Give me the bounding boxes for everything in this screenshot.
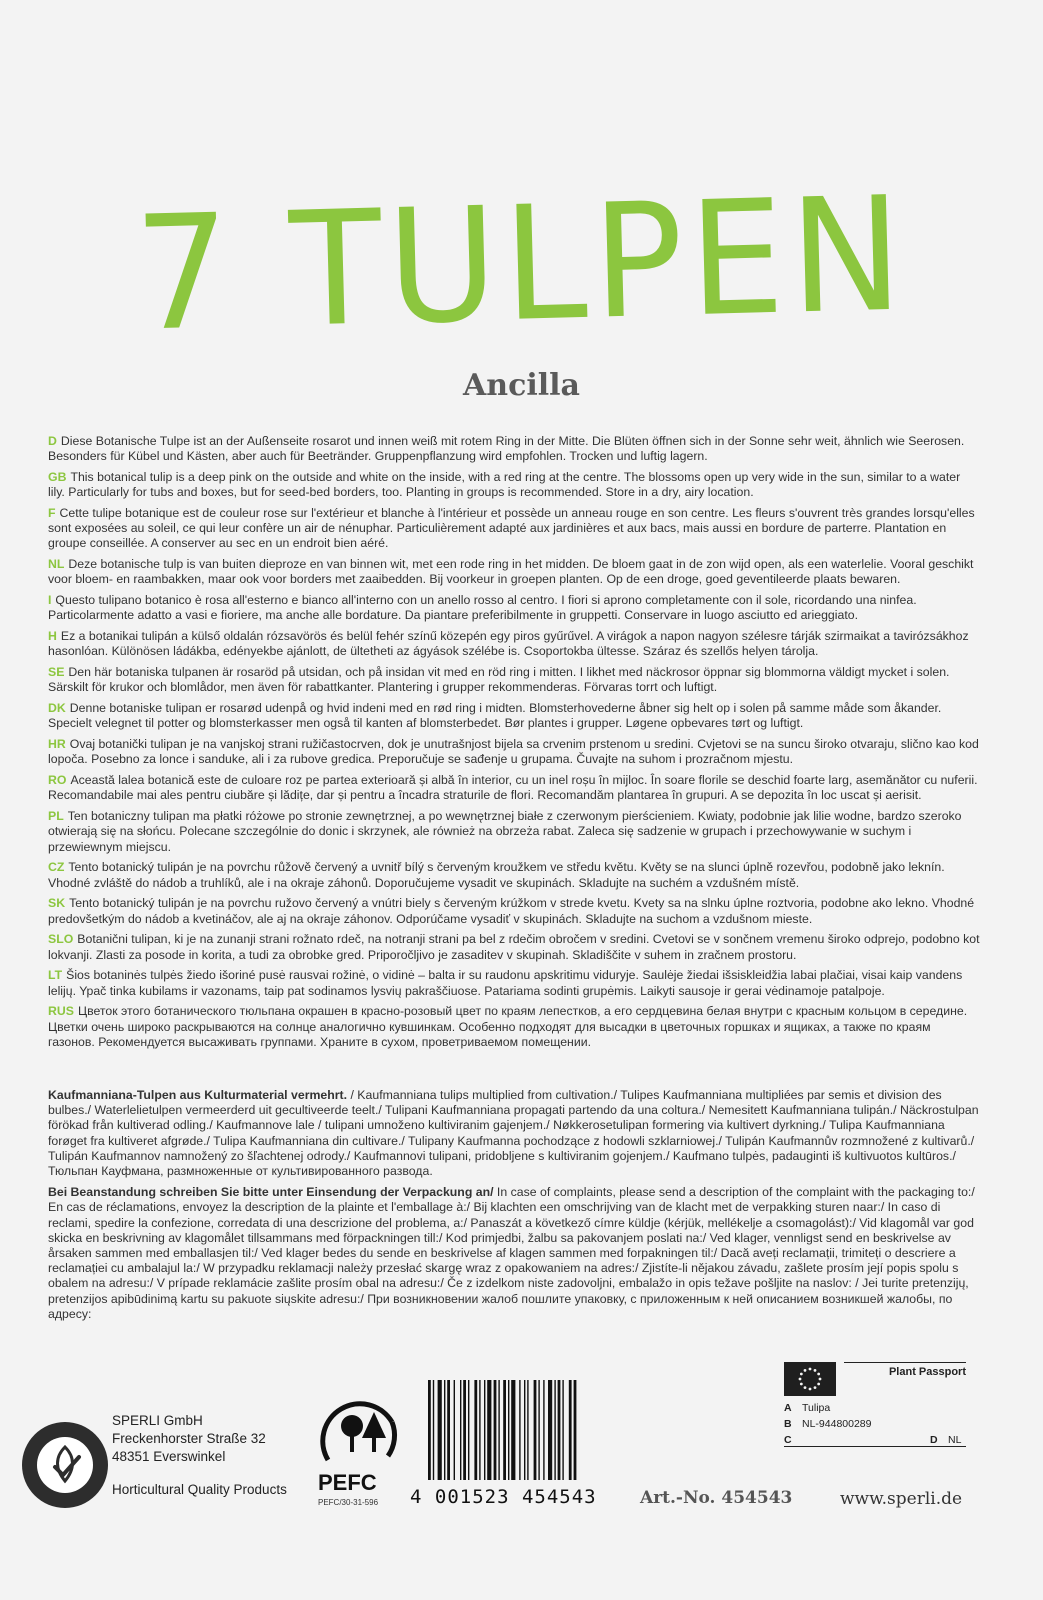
passport-row-b: B NL-944800289 bbox=[784, 1418, 872, 1430]
passport-row-c: C bbox=[784, 1434, 792, 1446]
cultivation-note bbox=[48, 1088, 980, 1179]
description-text: Цветок этого ботанического тюльпана окрашен в красно-розовый цвет по краям лепестков, а его сердцевина белая внутри с красным кольцом в середине. Цветки очень широко раскрываются на солнце аналогично кувшинкам. Особенно подходят для высадки в цветочных горшках и ящиках, а также по краям газонов. Рекомендуется высаживать группами. Храните в сухом, проветриваемом помещении. bbox=[48, 1004, 968, 1049]
description-text: Denne botaniske tulipan er rosarød udenpå og hvid indeni med en rød ring i midten. Blomsterhovederne åbner sig helt op i solen på samme måde som åkander. Specielt velegnet til potter og blomsterkasser men også til kanten af blomsterbedet. Bør plantes i grupper. Løgene opbevares tørt og luftigt. bbox=[48, 701, 942, 731]
legal-notes bbox=[48, 1088, 980, 1328]
plant-passport bbox=[784, 1358, 966, 1458]
description-f bbox=[48, 506, 980, 552]
language-code: H bbox=[48, 629, 57, 644]
seal-inner bbox=[37, 1437, 93, 1493]
description-text: Ez a botanikai tulipán a külső oldalán rózsavörös és belül fehér színű közepén egy piros gyűrűvel. A virágok a napon nagyon szélesre tárják szirmaikat a tavirózsákhoz hasonlóan. Különösen ládákba, edényekbe ajánlott, de ültetheti az ágyások szélébe is. Csoportokba ültesse. Száraz és szellős helyen tárolja. bbox=[48, 629, 969, 659]
passport-bottom-line bbox=[784, 1446, 966, 1447]
company-name: SPERLI GmbH bbox=[112, 1413, 203, 1428]
passport-row-a: A Tulipa bbox=[784, 1402, 831, 1414]
sustainable-supplier-seal bbox=[22, 1422, 108, 1508]
language-code: CZ bbox=[48, 860, 65, 875]
description-sk bbox=[48, 896, 980, 926]
language-code: LT bbox=[48, 968, 63, 983]
language-code: SE bbox=[48, 665, 65, 680]
description-text: Ten botaniczny tulipan ma płatki różowe po stronie zewnętrznej, a po wewnętrznej białe z czerwonym pierścieniem. Kwiaty, podobnie jak lilie wodne, bardzo szeroko otwierają się na słońcu. Polecane szczególnie do donic i skrzynek, ale również na obrzeża rabat. Zaleca się sadzenie w grupach i przechowywanie w suchym i przewiewnym miejscu. bbox=[48, 809, 962, 854]
description-hr bbox=[48, 737, 980, 767]
description-d bbox=[48, 434, 980, 464]
description-nl bbox=[48, 557, 980, 587]
company-city: 48351 Everswinkel bbox=[112, 1449, 226, 1464]
passport-divider bbox=[844, 1362, 966, 1363]
description-text: Ovaj botanički tulipan je na vanjskoj strani ružičastocrven, dok je unutrašnjost bijela sa crvenim prstenom u sredini. Cvjetovi se na suncu široko otvaraju, slično kao kod lopoča. Posebno za lonce i sanduke, ali i za rubove gredica. Preporučuje se sađenje u grupama. Čuvajte na suhom i prozračnom mjestu. bbox=[48, 737, 979, 767]
description-pl bbox=[48, 809, 980, 855]
description-lt bbox=[48, 968, 980, 998]
description-text: Tento botanický tulipán je na povrchu růžově červený a uvnitř bílý s červeným kroužkem ve středu květu. Květy se na slunci úplně rozevřou, podobně jako leknín. Vhodné zvláště do nádob a truhlíků, ale i na okraje záhonů. Doporučujeme vysadit ve skupinách. Skladujte na suchém a vzdušném místě. bbox=[48, 860, 945, 890]
note-text: In case of complaints, please send a description of the complaint with the packaging to:/ En cas de réclamations, envoyez la description de la plainte et l'emballage à:/ Bij klachten een omschrijving van de klacht met de verpakking sturen naar:/ In caso di reclami, spedire la confezione, corredata di una descrizione del problema, a:/ Panaszát a következő címre küldje (kérjük, mellékelje a csomagolást):/ Vid klagomål var god skicka en beskrivning av klagomålet tillsammans med förpackningen till:/ Kod primjedbi, žalbu sa pakovanjem poslati na:/ Ved klager, vennligst send en beskrivelse av årsaken sammen med emballasjen til:/ Ved klager bedes du sende en beskrivelse af klagen sammen med forpakningen til:/ Dacă aveți reclamații, trimiteți o descriere a reclamației cu ambalajul la:/ W przypadku reklamacji należy przesłać skargę wraz z opakowaniem na adres:/ Zjistíte-li nějakou závadu, zašlete prosím její popis spolu s obalem na adresu:/ V prípade reklamácie zašlite prosím obal na adresu:/ Če z izdelkom niste zadovoljni, embalažo in opis težave pošljite na naslov: / Jei turite pretenzijų, pretenzijos apibūdinimą kartu su pakuote siųskite adresu:/ При возникновении жалоб пошлите упаковку, с приложенным к ней описанием возникшей жалобы, по адресу: bbox=[48, 1185, 975, 1321]
language-code: SLO bbox=[48, 932, 74, 947]
pefc-tree-logo-icon bbox=[318, 1398, 402, 1468]
description-h bbox=[48, 629, 980, 659]
language-code: D bbox=[48, 434, 57, 448]
note-text: / Kaufmanniana tulips multiplied from cultivation./ Tulipes Kaufmanniana multipliées par semis et division des bulbes./ Waterlelietulpen vermeerderd uit gecultiveerde teelt./ Tulipani Kaufmanniana propagati partendo da una coltura./ Nemesitett Kaufmanniana tulipán./ Näckrostulpan förökad från kultiverad odling./ Kaufmannove lale / tulipani umnoženo kultiviranim gajenjem./ Nøkkerosetulipan formering via kultivert dyrkning./ Tulipa Kaufmanniana forøget fra kultiveret afgrøde./ Tulipa Kaufmanniana din cultivare./ Tulipany Kaufmanna pochodzące z hodowli szklarniowej./ Tulipán Kaufmannův rozmnožené z kultivarů./ Tulipán Kaufmannov namnožený zo šľachtenej odrody./ Kaufmannovi tulipani, pridobljene s kultiviranim gojenjem./ Kaufmano tulpės, padauginti iš kultivuotos kultūros./ Тюльпан Кауфмана, размноженные от культивированного развода. bbox=[48, 1088, 979, 1179]
description-text: Cette tulipe botanique est de couleur rose sur l'extérieur et blanche à l'intérieur et possède un anneau rouge en son centre. Les fleurs s'ouvrent très grandes lorsqu'elles sont exposées au soleil, ce qui leur confère un air de nénuphar. Particulièrement adapté aux jardinières et aux bacs, mais aussi en bordure de parterre. Plantation en groupe conseillée. A conserver au sec en un endroit bien aéré. bbox=[48, 506, 975, 551]
description-text: Botanični tulipan, ki je na zunanji strani rožnato rdeč, na notranji strani pa bel z rdečim obročem v sredini. Cvetovi se v sončnem vremenu široko odprejo, podobno kot lokvanji. Zlasti za posode in korita, a tudi za obrobke gred. Priporočljivo je zasaditev v skupinah. Skladiščite v suhem in zračnem prostoru. bbox=[48, 932, 980, 962]
pefc-label: PEFC bbox=[318, 1470, 377, 1495]
company-tagline: Horticultural Quality Products bbox=[112, 1482, 287, 1497]
language-code: PL bbox=[48, 809, 64, 824]
leaf-check-icon bbox=[37, 1437, 93, 1493]
website-link[interactable]: www.sperli.de bbox=[840, 1489, 963, 1509]
language-code: RO bbox=[48, 773, 67, 788]
description-slo bbox=[48, 932, 980, 962]
variety-name: Ancilla bbox=[463, 368, 580, 403]
multilingual-descriptions bbox=[48, 434, 980, 1056]
description-rus bbox=[48, 1004, 980, 1050]
ean-barcode bbox=[426, 1380, 626, 1480]
description-se bbox=[48, 665, 980, 695]
note-lead: Kaufmanniana-Tulpen aus Kulturmaterial vermehrt. bbox=[48, 1088, 348, 1102]
eu-flag-icon bbox=[784, 1362, 836, 1396]
description-text: Questo tulipano botanico è rosa all'esterno e bianco all'interno con un anello rosso al centro. I fiori si aprono completamente con il sole, ricordando una ninfea. Particolarmente adatto a vasi e fioriere, ma anche alle bordature. Da piantare preferibilmente in gruppetti. Conservare in luogo asciutto ed arieggiato. bbox=[48, 593, 917, 623]
language-code: HR bbox=[48, 737, 66, 752]
language-code: SK bbox=[48, 896, 66, 911]
company-address bbox=[112, 1412, 266, 1466]
description-cz bbox=[48, 860, 980, 890]
description-text: Tento botanický tulipán je na povrchu ružovo červený a vnútri biely s červeným krúžkom v strede kvetu. Kvety sa na slnku úplne roztvoria, podobne ako lekno. Vhodné predovšetkým do nádob a kvetináčov, ale aj na okraje záhonov. Odporúčame vysadiť v skupinách. Skladujte na suchom a vzdušnom mieste. bbox=[48, 896, 975, 926]
description-i bbox=[48, 593, 980, 623]
description-text: Deze botanische tulp is van buiten dieproze en van binnen wit, met een rode ring in het midden. De bloem gaat in de zon wijd open, als een waterlelie. Vooral geschikt voor bloem- en raambakken, maar ook voor borders met zaaibedden. Bij voorkeur in groepen planten. Op de een droge, goed geventileerde plaats bewaren. bbox=[48, 557, 974, 587]
language-code: RUS bbox=[48, 1004, 74, 1019]
description-text: Šios botaninės tulpės žiedo išoriné pusė rausvai rožinė, o vidinė – balta ir su raudonu apskritimu viduryje. Saulėje žiedai išsiskleidžia labai plačiai, visai kaip vandens lelijų. Ypač tinka kubilams ir vazonams, taip pat sodinamos lysvių pakraščiuose. Patariama sodinti grupėmis. Laikyti sausoje ir gerai vėdinamoje patalpoje. bbox=[48, 968, 963, 998]
description-ro bbox=[48, 773, 980, 803]
language-code: DK bbox=[48, 701, 66, 716]
passport-row-d: D NL bbox=[930, 1434, 962, 1446]
language-code: NL bbox=[48, 557, 65, 572]
description-text: Această lalea botanică este de culoare roz pe partea exterioară și albă în interior, cu un inel roșu în mijloc. În soare florile se deschid foarte larg, asemănător cu nuferii. Recomandabile mai ales pentru ciubăre și lădițe, dar și pentru a încadra straturile de flori. Recomandăm plantarea în grupuri. A se depozita în loc uscat și aerisit. bbox=[48, 773, 978, 803]
language-code: F bbox=[48, 506, 56, 520]
description-gb bbox=[48, 470, 980, 500]
passport-title: Plant Passport bbox=[888, 1366, 966, 1378]
product-title: 7 TULPEN bbox=[132, 163, 911, 367]
company-street: Freckenhorster Straße 32 bbox=[112, 1431, 266, 1446]
description-dk bbox=[48, 701, 980, 731]
description-text: Den här botaniska tulpanen är rosaröd på utsidan, och på insidan vit med en röd ring i mitten. I likhet med näckrosor öppnar sig blommorna väldigt mycket i solen. Särskilt för krukor och blomlådor, men även för rabattkanter. Plantering i grupper rekommenderas. Förvaras torrt och luftigt. bbox=[48, 665, 950, 695]
barcode-digits: 4 001523 454543 bbox=[410, 1486, 597, 1508]
pefc-code: PEFC/30-31-596 bbox=[318, 1498, 379, 1507]
description-text: Diese Botanische Tulpe ist an der Außenseite rosarot und innen weiß mit rotem Ring in der Mitte. Die Blüten öffnen sich in der Sonne sehr weit, ähnlich wie Seerosen. Besonders für Kübel und Kästen, aber auch für Beetränder. Gruppenpflanzung wird empfohlen. Trocken und luftig lagern. bbox=[48, 434, 965, 464]
note-lead: Bei Beanstandung schreiben Sie bitte unter Einsendung der Verpackung an/ bbox=[48, 1185, 494, 1200]
article-number: Art.-No. 454543 bbox=[640, 1488, 793, 1508]
complaints-note bbox=[48, 1185, 980, 1322]
language-code: I bbox=[48, 593, 52, 608]
language-code: GB bbox=[48, 470, 67, 484]
description-text: This botanical tulip is a deep pink on the outside and white on the inside, with a red ring at the centre. The blossoms open up very wide in the sun, similar to a water lily. Particularly for tubs and boxes, but for seed-bed borders, too. Planting in groups is recommended. Store in a dry, airy location. bbox=[48, 470, 961, 500]
